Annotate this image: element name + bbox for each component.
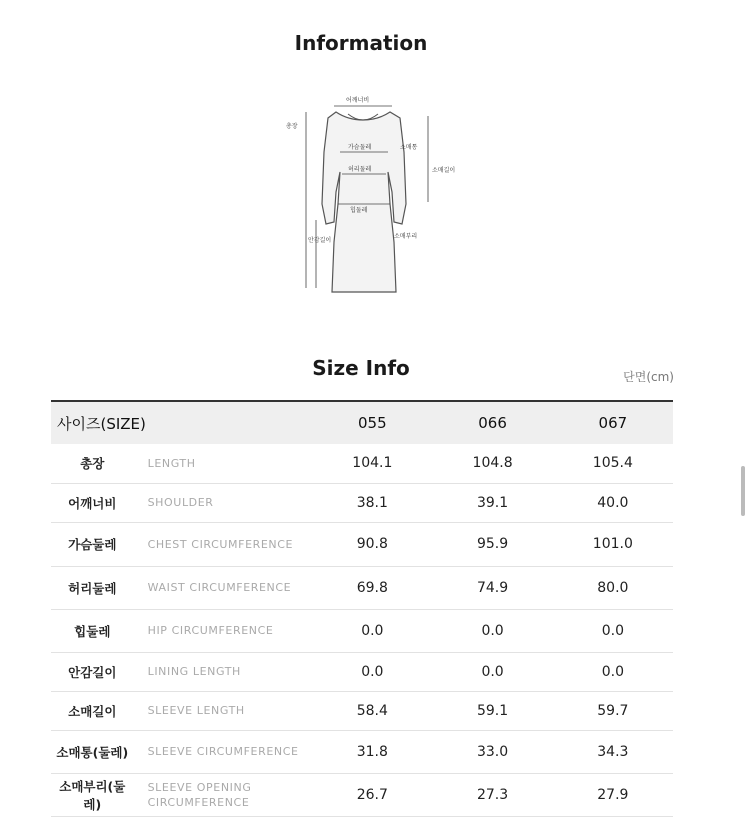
row-label-kor: 소매통(둘레) — [56, 744, 129, 760]
diagram-label-waist: 허리둘레 — [348, 166, 372, 173]
table-row — [51, 691, 673, 730]
size-table — [51, 400, 673, 817]
value-067: 40.0 — [597, 494, 629, 511]
value-055: 38.1 — [356, 494, 388, 511]
row-label-kor: 총장 — [80, 456, 105, 472]
row-label-eng: SLEEVE OPENING CIRCUMFERENCE — [147, 780, 252, 809]
size-info-title: Size Info — [312, 356, 410, 380]
diagram-label-shoulder: 어깨너비 — [346, 97, 370, 104]
row-label-kor: 허리둘레 — [68, 580, 117, 596]
value-067: 0.0 — [601, 622, 624, 639]
table-row — [51, 730, 673, 773]
diagram-label-sleeve-length: 소매길이 — [432, 167, 456, 174]
size-header-label: 사이즈(SIZE) — [57, 414, 146, 433]
table-row — [51, 444, 673, 483]
value-066: 33.0 — [476, 743, 509, 760]
table-row — [51, 609, 673, 652]
row-label-eng: LENGTH — [147, 456, 196, 470]
scrollbar[interactable] — [741, 466, 745, 516]
row-label-eng: SHOULDER — [147, 496, 214, 509]
value-055: 90.8 — [356, 536, 388, 552]
row-label-eng: WAIST CIRCUMFERENCE — [147, 581, 292, 594]
value-066: 104.8 — [472, 455, 513, 472]
diagram-label-lining: 안감길이 — [308, 237, 332, 244]
value-055: 69.8 — [356, 579, 388, 596]
value-067: 59.7 — [597, 702, 629, 719]
value-066: 95.9 — [476, 536, 509, 552]
row-label-eng: SLEEVE LENGTH — [147, 704, 245, 717]
value-055: 26.7 — [356, 786, 388, 803]
value-067: 0.0 — [601, 663, 624, 680]
value-055: 0.0 — [361, 663, 384, 680]
value-066: 0.0 — [481, 663, 504, 680]
value-055: 104.1 — [352, 455, 393, 472]
value-066: 74.9 — [476, 579, 509, 596]
table-row — [51, 566, 673, 609]
value-067: 105.4 — [592, 455, 633, 472]
diagram-label-length: 총장 — [286, 123, 298, 130]
dress-outline — [322, 112, 406, 292]
value-067: 27.9 — [597, 786, 629, 803]
size-header-066: 066 — [478, 414, 507, 432]
row-label-kor: 가슴둘레 — [68, 537, 117, 552]
value-066: 39.1 — [476, 494, 509, 511]
size-header-067: 067 — [598, 414, 628, 432]
row-label-eng: HIP CIRCUMFERENCE — [147, 624, 274, 637]
row-label-eng: LINING LENGTH — [147, 665, 241, 678]
information-title: Information — [294, 31, 428, 55]
value-067: 80.0 — [597, 579, 629, 596]
table-row — [51, 483, 673, 522]
value-055: 58.4 — [356, 702, 388, 719]
row-label-kor: 소매길이 — [68, 703, 117, 719]
dress-measurement-diagram — [278, 92, 456, 297]
row-label-kor: 소매부리(둘레) — [59, 778, 126, 812]
value-067: 34.3 — [597, 743, 629, 760]
value-066: 27.3 — [476, 786, 509, 803]
row-label-kor: 안감길이 — [68, 664, 117, 680]
row-label-kor: 힙둘레 — [74, 623, 111, 639]
diagram-label-chest: 가슴둘레 — [348, 144, 372, 151]
size-header-055: 055 — [358, 414, 387, 432]
unit-label: 단면(cm) — [623, 370, 674, 384]
row-label-kor: 어깨너비 — [68, 495, 117, 511]
table-row — [51, 522, 673, 566]
table-row — [51, 773, 673, 816]
value-055: 31.8 — [356, 743, 388, 760]
value-055: 0.0 — [361, 622, 384, 639]
size-header-row — [51, 401, 673, 444]
row-label-eng: CHEST CIRCUMFERENCE — [147, 537, 294, 551]
value-067: 101.0 — [592, 536, 633, 552]
diagram-label-hip: 힙둘레 — [350, 207, 368, 214]
row-label-eng: SLEEVE CIRCUMFERENCE — [147, 745, 299, 758]
value-066: 59.1 — [476, 702, 509, 719]
diagram-label-sleeve-width: 소매통 — [400, 144, 418, 151]
table-row — [51, 652, 673, 691]
value-066: 0.0 — [481, 622, 504, 639]
diagram-label-sleeve-opening: 소매부리 — [394, 233, 418, 240]
